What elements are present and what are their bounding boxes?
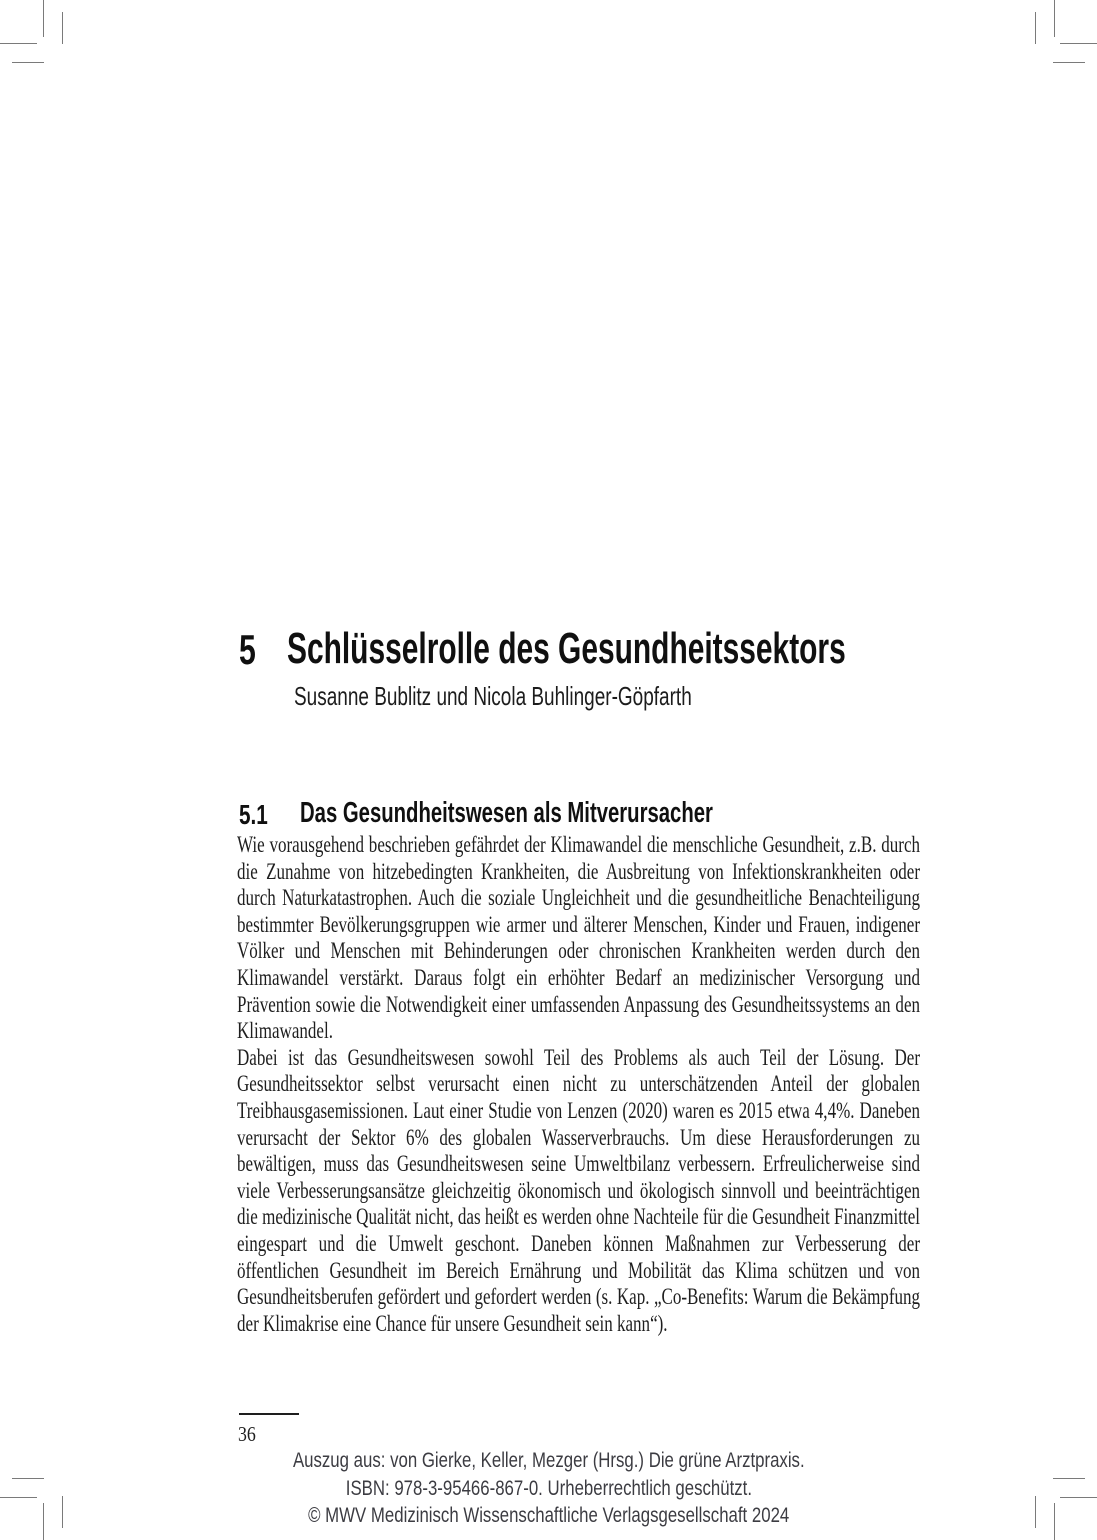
- crop-mark-top-left-vertical-inner: [62, 12, 63, 44]
- footer-publisher-text: © MWV Medizinisch Wissenschaftliche Verlagsgesellschaft 2024: [307, 1504, 790, 1527]
- crop-mark-top-right-vertical-inner: [1035, 12, 1036, 44]
- body-text: [237, 832, 920, 1337]
- chapter-authors: Susanne Bublitz und Nicola Buhlinger-Göpfarth: [294, 681, 692, 711]
- chapter-number: 5: [239, 626, 256, 673]
- crop-mark-top-left-horizontal-outer: [0, 43, 37, 44]
- paragraph-1: Wie vorausgehend beschrieben gefährdet der Klimawandel die menschliche Gesundheit, z.B. durch die Zunahme von hitzebedingten Krankheiten, die Ausbreitung von Infektionskrankheiten oder durch Naturkatastrophen. Auch die soziale Ungleichheit und die gesundheitliche Benachteiligung bestimmter Bevölkerungsgruppen wie armer und älterer Menschen, Kinder und Frauen, indigener Völker und Menschen mit Behinderungen oder chronischen Krankheiten werden durch den Klimawandel verstärkt. Daraus folgt ein erhöhter Bedarf an medizinischer Versorgung und Prävention sowie die Notwendigkeit einer umfassenden Anpassung des Gesundheitssystems an den Klimawandel.: [237, 832, 921, 1044]
- chapter-title: Schlüsselrolle des Gesundheitssektors: [287, 624, 846, 673]
- footer-line-publisher: [0, 1502, 1097, 1530]
- footer-line-isbn: [0, 1475, 1097, 1503]
- paragraph-2: Dabei ist das Gesundheitswesen sowohl Teil des Problems als auch Teil der Lösung. Der Gesundheitssektor selbst verursacht einen nicht zu unterschätzenden Anteil der globalen Treibhausgasemissionen. Laut einer Studie von Lenzen (2020) waren es 2015 etwa 4,4%. Daneben verursacht der Sektor 6% des globalen Wasserverbrauchs. Um diese Herausforderungen zu bewältigen, muss das Gesundheitswesen seine Umweltbilanz verbessern. Erfreulicherweise sind viele Verbesserungsansätze gleichzeitig ökonomisch und ökologisch sinnvoll und beeinträchtigen die medizinische Qualität nicht, das heißt es werden ohne Nachteile für die Gesundheit Finanzmittel eingespart und die Umwelt geschont. Daneben können Maßnahmen zur Verbesserung der öffentlichen Gesundheit im Bereich Ernährung und Mobilität das Klima schützen und von Gesundheitsberufen gefördert und gefordert werden (s. Kap. „Co-Benefits: Warum die Bekämpfung der Klimakrise eine Chance für unsere Gesundheit sein kann“).: [237, 1044, 921, 1336]
- footer-isbn-text: ISBN: 978-3-95466-867-0. Urheberrechtlich geschützt.: [345, 1476, 752, 1500]
- section-number: 5.1: [239, 799, 268, 830]
- crop-mark-top-right-vertical-outer: [1054, 0, 1055, 37]
- crop-mark-top-left-vertical-outer: [43, 0, 44, 37]
- footer-excerpt-text: Auszug aus: von Gierke, Keller, Mezger (Hrsg.) Die grüne Arztpraxis.: [292, 1449, 805, 1472]
- copyright-footer: [0, 1447, 1097, 1530]
- crop-mark-top-left-horizontal-inner: [12, 62, 44, 63]
- crop-mark-top-right-horizontal-inner: [1053, 62, 1085, 63]
- crop-mark-top-right-horizontal-outer: [1060, 43, 1097, 44]
- footnote-rule: [239, 1413, 299, 1415]
- footer-line-excerpt: [0, 1447, 1097, 1475]
- section-title: Das Gesundheitswesen als Mitverursacher: [300, 797, 713, 829]
- page-number: 36: [238, 1422, 256, 1446]
